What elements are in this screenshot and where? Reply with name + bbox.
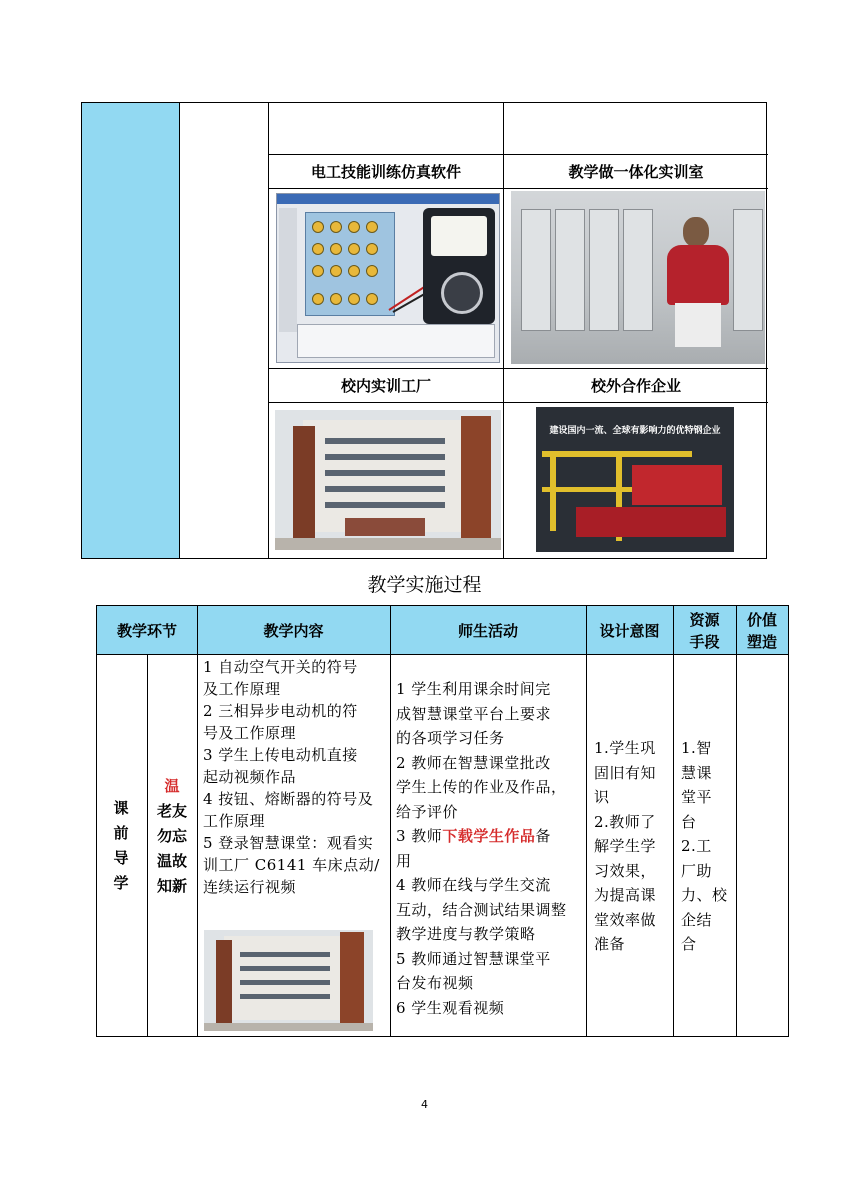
activity-line-prefix: 3 教师 [396, 827, 443, 845]
caption-campus-factory: 校内实训工厂 [269, 369, 504, 403]
header-stage: 教学环节 [116, 621, 177, 640]
activity-line: 学生上传的作业及作品， [396, 778, 567, 796]
activity-line: 2 教师在智慧课堂批改 [396, 753, 551, 772]
caption-partner-company: 校外合作企业 [504, 369, 768, 403]
activity-after-highlight: 备 [535, 827, 551, 845]
resource-line: 2.工 [681, 837, 712, 855]
header-content: 教学内容 [263, 621, 324, 640]
activity-line: 的各项学习任务 [396, 729, 505, 747]
resource-line: 厂助 [681, 861, 713, 880]
campus-factory-photo [275, 410, 501, 550]
intent-line: 2.教师了 [594, 812, 656, 831]
teaching-process-table [96, 605, 789, 1037]
content-text [203, 656, 389, 898]
intent-line: 解学生学 [594, 837, 657, 855]
simulation-software-image [276, 193, 500, 363]
content-line: 及工作原理 [203, 680, 281, 698]
empty-cell [269, 103, 504, 155]
header-intent: 设计意图 [599, 621, 660, 640]
training-lab-photo [511, 191, 765, 364]
blue-label-column [82, 103, 180, 558]
page-number: 4 [421, 1098, 428, 1111]
activity-line: 教学进度与教学策略 [396, 925, 536, 943]
activity-text [396, 677, 584, 1020]
activity-line: 成智慧课堂平台上要求 [396, 704, 552, 723]
intent-line: 为提高课 [594, 886, 657, 904]
sub-stage-rest: 老友 勿忘 温故 知新 [157, 802, 188, 895]
stage-label: 课 前 导 学 [113, 799, 129, 892]
activity-line: 4 教师在线与学生交流 [396, 876, 551, 894]
activity-line: 给予评价 [396, 802, 459, 821]
resource-line: 1.智 [681, 739, 712, 757]
sub-stage-highlight: 温 [164, 777, 180, 795]
resource-line: 力、校 [681, 886, 728, 904]
factory-banner-text: 建设国内一流、全球有影响力的优特钢企业 [549, 426, 721, 436]
header-resources: 资源手段 [689, 610, 720, 651]
content-line: 起动视频作品 [203, 768, 297, 786]
activity-line: 互动，结合测试结果调整 [396, 900, 567, 919]
content-line: 1 自动空气开关的符号 [203, 658, 358, 676]
resource-line: 合 [681, 935, 697, 953]
header-values: 价值塑造 [746, 610, 777, 651]
intent-line: 堂效率做 [594, 910, 657, 929]
intent-line: 1.学生巩 [594, 739, 656, 757]
intent-line: 固旧有知 [594, 763, 657, 782]
activity-line: 5 教师通过智慧课堂平 [396, 949, 551, 968]
resources-text [681, 736, 735, 957]
content-line: 2 三相异步电动机的符 [203, 702, 358, 720]
section-title: 教学实施过程 [367, 574, 482, 596]
resource-line: 堂平 [681, 788, 713, 806]
caption-sim-software: 电工技能训练仿真软件 [269, 155, 504, 189]
activity-line: 6 学生观看视频 [396, 998, 505, 1017]
intent-line: 准备 [594, 935, 626, 953]
activity-line: 台发布视频 [396, 974, 474, 992]
activity-line: 用 [396, 851, 412, 870]
intent-text [594, 736, 672, 957]
content-line: 5 登录智慧课堂：观看实 [203, 834, 374, 852]
intent-line: 识 [594, 788, 610, 806]
factory-video-thumbnail [204, 930, 373, 1031]
partner-factory-photo [536, 407, 734, 552]
activity-line: 1 学生利用课余时间完 [396, 680, 551, 698]
content-line: 训工厂 C6141 车床点动/ [203, 856, 380, 874]
sub-stage-label [157, 774, 187, 899]
content-line: 连续运行视频 [203, 878, 297, 896]
content-line: 号及工作原理 [203, 724, 297, 742]
content-line: 工作原理 [203, 812, 266, 830]
empty-column [180, 103, 269, 558]
resource-line: 慧课 [681, 763, 713, 782]
empty-cell [504, 103, 768, 155]
resource-line: 台 [681, 812, 697, 831]
content-line: 3 学生上传电动机直接 [203, 746, 358, 764]
resource-line: 企结 [681, 910, 713, 929]
content-line: 4 按钮、熔断器的符号及 [203, 790, 374, 808]
activity-highlight: 下载学生作品 [442, 827, 536, 845]
intent-line: 习效果， [594, 861, 657, 880]
caption-integrated-lab: 教学做一体化实训室 [504, 155, 768, 189]
header-activity: 师生活动 [457, 621, 518, 640]
